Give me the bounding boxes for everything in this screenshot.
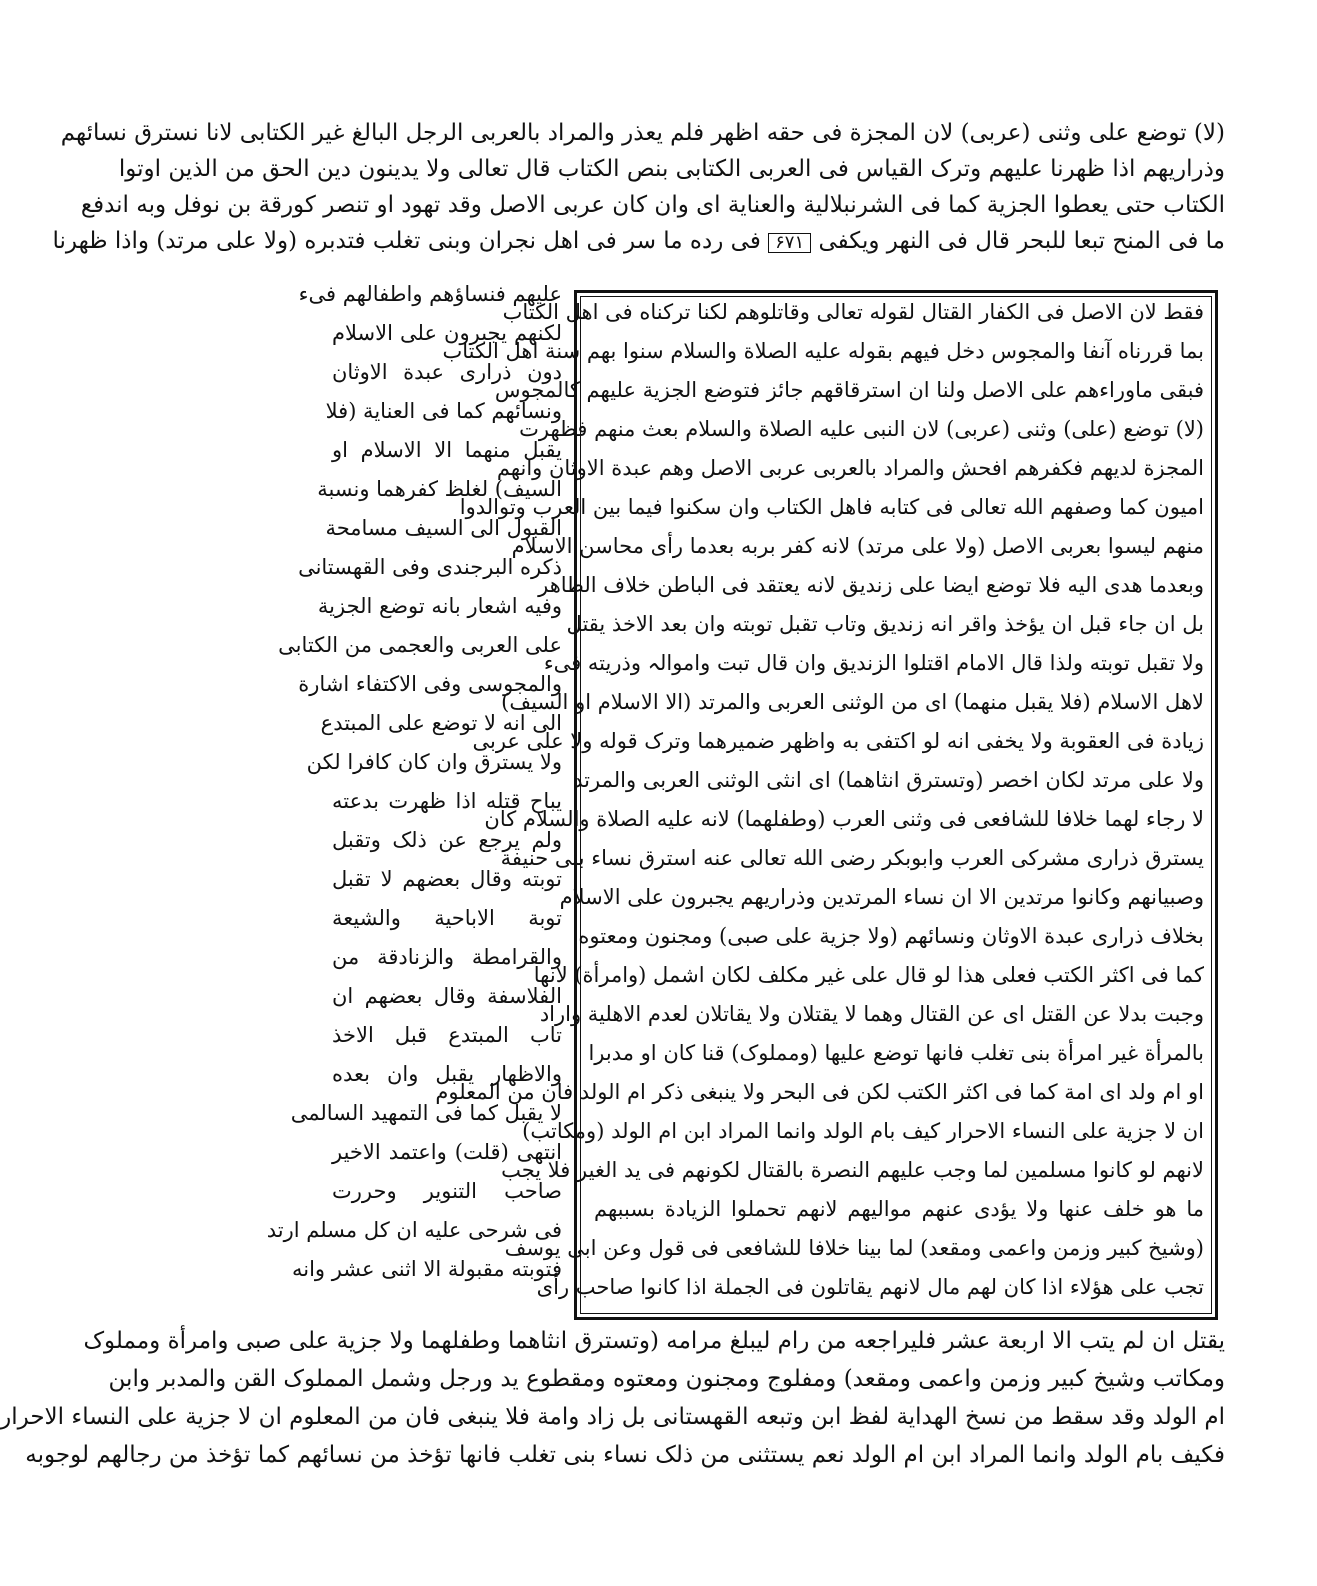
text-line: وفیه اشعار بانه توضع الجزیة bbox=[317, 594, 562, 618]
text-line: یسترق ذراری مشرکی العرب وابوبکر رضی الله تعالی عنه استرق نساء بنی حنیفة bbox=[500, 846, 1204, 870]
text-line: منهم لیسوا بعربی الاصل (ولا علی مرتد) لانه کفر بربه بعدما رأی محاسن الاسلام bbox=[511, 534, 1204, 558]
text-line: لا یقبل کما فی التمهید السالمی bbox=[290, 1101, 562, 1125]
text-line: زیادة فی العقوبة ولا یخفی انه لو اکتفی به واظهر ضمیرهما وترک قوله ولا علی عربی bbox=[472, 729, 1204, 753]
text-line: القبول الی السیف مسامحة bbox=[325, 516, 562, 540]
text-line: لاهل الاسلام (فلا یقبل منهما) ای من الوثنی العربی والمرتد (الا الاسلام او السیف) bbox=[501, 690, 1204, 714]
text-line: ونسائهم کما فی العنایة (فلا bbox=[325, 399, 562, 423]
text-line: (وشیخ کبیر وزمن واعمی ومقعد) لما بینا خلافا للشافعی فی قول وعن ابی یوسف bbox=[504, 1236, 1204, 1260]
text-line: لکنهم یجبرون علی الاسلام bbox=[332, 321, 562, 345]
text-line: فبقی ماوراءهم علی الاصل ولنا ان استرقاقهم جائز فتوضع الجزیة علیهم کالمجوس bbox=[494, 378, 1204, 402]
text-line: بل ان جاء قبل ان یؤخذ واقر انه زندیق وتاب تقبل توبته وان بعد الاخذ یقتل bbox=[566, 612, 1204, 636]
text-line: ولا یسترق وان کان کافرا لکن bbox=[306, 750, 562, 774]
text-line: ولا تقبل توبته ولذا قال الامام اقتلوا الزندیق وان قال تبت واموالہ وذریته فیء bbox=[543, 651, 1204, 675]
text-line: والاظهار یقبل وان بعده bbox=[332, 1062, 562, 1086]
text-line: ولم یرجع عن ذلک وتقبل bbox=[332, 828, 562, 852]
text-line: انتهی (قلت) واعتمد الاخیر bbox=[332, 1140, 562, 1164]
text-line: بما قررناه آنفا والمجوس دخل فیهم بقوله علیه الصلاة والسلام سنوا بهم سنة اهل الکتاب bbox=[442, 339, 1204, 363]
text-line: ولا علی مرتد لکان اخصر (وتسترق انثاهما) ای انثی الوثنی العربی والمرتد bbox=[573, 768, 1204, 792]
text-line: (لا) توضع على وثنی (عربی) لان المجزة فی حقه اظهر فلم یعذر والمراد بالعربی الرجل البالغ غیر الکتابی لانا نسترق نسائهم bbox=[60, 120, 1225, 146]
text-line: امیون کما وصفهم الله تعالی فی کتابه فاهل الکتاب وان سکنوا فیما بین العرب وتوالدوا bbox=[459, 495, 1204, 519]
text-line: تجب علی هؤلاء اذا کان لهم مال لانهم یقاتلون فی الجملة اذا کانوا صاحب رأی bbox=[536, 1275, 1204, 1299]
text-line: علی العربی والعجمی من الکتابی bbox=[278, 633, 562, 657]
text-line: الی انه لا توضع علی المبتدع bbox=[320, 711, 562, 735]
text-line: یباح قتله اذا ظهرت بدعته bbox=[332, 789, 562, 813]
text-line: ذکره البرجندی وفی القهستانی bbox=[298, 555, 562, 579]
text-line: وصبیانهم وکانوا مرتدین الا ان نساء المرتدین وذراریهم یجبرون علی الاسلام bbox=[559, 885, 1204, 909]
text-segment: فی رده ما سر فی اهل نجران وبنی تغلب فتدبره (ولا علی مرتد) واذا ظهرنا bbox=[52, 228, 761, 254]
text-line: ام الولد وقد سقط من نسخ الهدایة لفظ ابن وتبعه القهستانی بل زاد وامة فلا ینبغی فان من المعلوم ان لا جزیة علی النساء الاحرار bbox=[0, 1404, 1225, 1430]
text-line: لانهم لو کانوا مسلمین لما وجب علیهم النصرة بالقتال لکونهم فی ید الغیر فلا یجب bbox=[501, 1158, 1204, 1182]
text-line: یقتل ان لم یتب الا اربعة عشر فلیراجعه من رام لیبلغ مرامه (وتسترق انثاهما وطفلهما ولا جزیة علی صبی وامرأة ومملوک bbox=[83, 1328, 1225, 1354]
text-line: والمجوسی وفی الاکتفاء اشارة bbox=[298, 672, 562, 696]
text-line: فقط لان الاصل فی الکفار القتال لقوله تعالی وقاتلوهم لکنا ترکناه فی اهل الکتاب bbox=[502, 300, 1204, 324]
text-line: (لا) توضع (علی) وثنی (عربی) لان النبی علیه الصلاة والسلام بعث منهم فظهرت bbox=[519, 417, 1204, 441]
text-line: او ام ولد ای امة کما فی اکثر الکتب لکن فی البحر ولا ینبغی ذکر ام الولد فان من المعلوم bbox=[435, 1080, 1204, 1104]
text-line: وذراریهم اذا ظهرنا علیهم وترک القیاس فی العربی الکتابی بنص الکتاب قال تعالی ولا یدینون دین الحق من الذین اوتوا bbox=[118, 156, 1225, 182]
text-line: ان لا جزیة علی النساء الاحرار کیف بام الولد وانما المراد ابن ام الولد (ومکاتب) bbox=[522, 1119, 1204, 1143]
text-segment: ما فی المنح تبعا للبحر قال فی النهر ویکفی bbox=[818, 228, 1225, 254]
text-line: دون ذراری عبدة الاوثان bbox=[332, 360, 562, 384]
text-line: بخلاف ذراری عبدة الاوثان ونسائهم (ولا جزیة علی صبی) ومجنون ومعتوه bbox=[578, 924, 1204, 948]
text-line: توبته وقال بعضهم لا تقبل bbox=[332, 867, 562, 891]
text-line: علیهم فنساؤهم واطفالهم فیء bbox=[298, 282, 562, 306]
text-line: وبعدما هدی الیه فلا توضع ایضا علی زندیق لانه یعتقد فی الباطن خلاف الظاهر bbox=[538, 573, 1204, 597]
text-line: فکیف بام الولد وانما المراد ابن ام الولد نعم یستثنی من ذلک نساء بنی تغلب فانها تؤخذ من نسائهم کما تؤخذ من رجالهم لوجوبه bbox=[25, 1442, 1225, 1468]
text-line: السیف) لغلظ کفرهما ونسبة bbox=[317, 477, 562, 501]
text-line: ما هو خلف عنها ولا یؤدی عنهم موالیهم لانهم تحملوا الزیادة بسببهم bbox=[594, 1197, 1204, 1221]
text-line: الفلاسفة وقال بعضهم ان bbox=[332, 984, 562, 1008]
text-line: لا رجاء لهما خلافا للشافعی فی وثنی العرب (وطفلهما) لانه علیه الصلاة والسلام کان bbox=[484, 807, 1204, 831]
text-line: المجزة لدیهم فکفرهم افحش والمراد بالعربی عربی الاصل وهم عبدة الاوثان وانهم bbox=[496, 456, 1204, 480]
text-line: ومکاتب وشیخ کبیر وزمن واعمی ومقعد) ومفلوج ومجنون ومعتوه ومقطوع ید ورجل وشمل المملوک القن والمدبر وابن bbox=[108, 1366, 1225, 1392]
page-number: ۶۷۱ bbox=[768, 233, 811, 253]
text-line: تاب المبتدع قبل الاخذ bbox=[332, 1023, 562, 1047]
text-line: توبة الاباحیة والشیعة bbox=[332, 906, 562, 930]
text-line: وجبت بدلا عن القتل ای عن القتال وهما لا یقتلان ولا یقاتلان لعدم الاهلیة واراد bbox=[539, 1002, 1204, 1026]
text-line: یقبل منهما الا الاسلام او bbox=[332, 438, 562, 462]
text-line-with-page-number bbox=[52, 228, 1225, 254]
text-line: الکتاب حتی یعطوا الجزیة کما فی الشرنبلالیة والعنایة ای وان کان عربی الاصل وقد تهود او تنصر کورقة بن نوفل وبه اندفع bbox=[80, 192, 1225, 218]
text-line: فتوبته مقبولة الا اثنی عشر وانه bbox=[291, 1257, 562, 1281]
text-line: والقرامطة والزنادقة من bbox=[332, 945, 562, 969]
text-line: صاحب التنویر وحررت bbox=[332, 1179, 562, 1203]
text-line: فی شرحی علیه ان کل مسلم ارتد bbox=[266, 1218, 562, 1242]
text-line: کما فی اکثر الکتب فعلی هذا لو قال علی غیر مکلف لکان اشمل (وامرأة) لانها bbox=[533, 963, 1204, 987]
text-line: بالمرأة غیر امرأة بنی تغلب فانها توضع علیها (ومملوک) قنا کان او مدبرا bbox=[588, 1041, 1204, 1065]
